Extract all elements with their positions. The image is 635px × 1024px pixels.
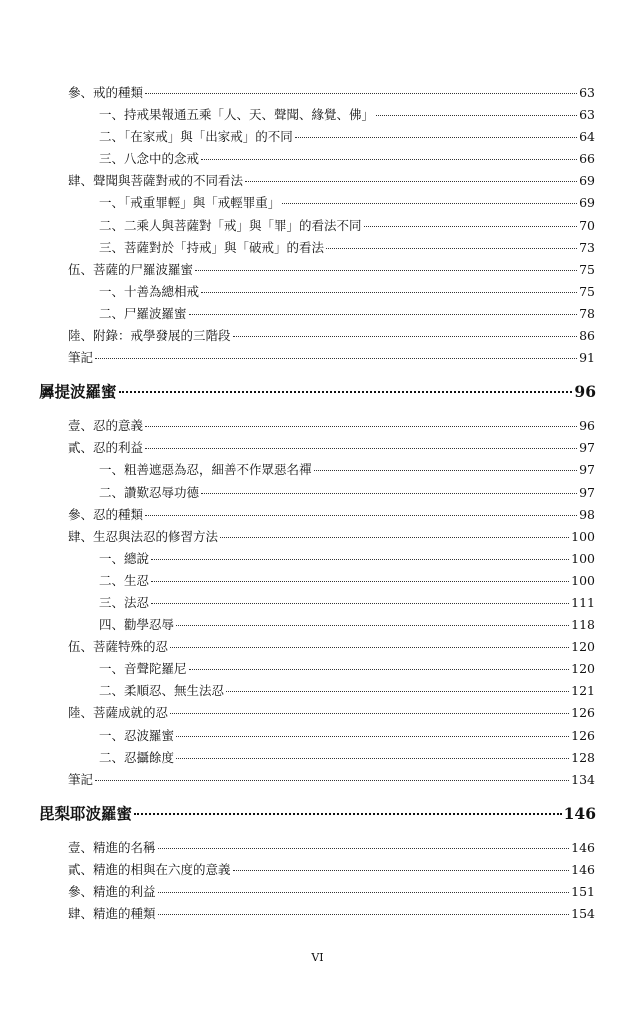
dot-leader — [314, 470, 578, 471]
toc-entry-title: 一、十善為總相戒 — [99, 283, 200, 299]
toc-entry — [0, 747, 635, 769]
toc-entry-title: 陸、附錄：戒學發展的三階段 — [68, 328, 231, 344]
toc-entry-page: 146 — [571, 861, 595, 877]
toc-entry-page: 98 — [579, 506, 595, 522]
toc-entry-page: 97 — [579, 462, 595, 478]
dot-leader — [189, 314, 578, 315]
toc-entry-title: 筆記 — [68, 771, 94, 787]
dot-leader — [295, 137, 577, 138]
toc-entry-page: 63 — [579, 85, 595, 100]
dot-leader — [233, 870, 570, 871]
toc-entry-page: 75 — [579, 283, 595, 299]
toc-entry-title: 三、八念中的念戒 — [99, 151, 200, 167]
toc-entry — [0, 658, 635, 680]
page-number: VI — [311, 951, 324, 964]
toc-entry-title: 三、菩薩對於「持戒」與「破戒」的看法 — [99, 239, 325, 255]
toc-entry-page: 151 — [571, 884, 595, 899]
toc-entry — [0, 237, 635, 259]
toc-entry — [0, 482, 635, 504]
toc-entry — [0, 859, 635, 881]
toc-entry — [0, 325, 635, 347]
table-of-contents — [0, 82, 635, 925]
toc-entry-title: 伍、菩薩特殊的忍 — [68, 639, 169, 655]
toc-entry-title: 二、生忍 — [99, 572, 150, 588]
toc-entry-page: 154 — [571, 906, 595, 922]
toc-entry-page: 69 — [579, 173, 595, 189]
dot-leader — [158, 892, 570, 893]
toc-entry — [0, 570, 635, 592]
dot-leader — [189, 669, 570, 670]
toc-entry-title: 參、忍的種類 — [68, 506, 144, 522]
toc-entry-page: 73 — [579, 239, 595, 255]
toc-entry — [0, 104, 635, 126]
toc-entry — [0, 347, 635, 369]
toc-entry-title: 二、讚歎忍辱功德 — [99, 484, 200, 500]
toc-entry-page: 121 — [571, 683, 595, 699]
toc-entry — [0, 548, 635, 570]
dot-leader — [170, 713, 569, 714]
toc-entry-title: 陸、菩薩成就的忍 — [68, 705, 169, 721]
toc-entry-title: 二、尸羅波羅蜜 — [99, 305, 187, 321]
toc-entry-page: 86 — [579, 328, 595, 344]
toc-entry-page: 120 — [571, 639, 595, 655]
toc-entry-page: 75 — [579, 261, 595, 277]
dot-leader — [158, 848, 570, 849]
dot-leader — [201, 159, 577, 160]
toc-entry — [0, 170, 635, 192]
toc-entry — [0, 837, 635, 859]
dot-leader — [151, 559, 569, 560]
toc-chapter-page: 96 — [574, 382, 596, 402]
dot-leader — [201, 493, 577, 494]
toc-entry-title: 二、二乘人與菩薩對「戒」與「罪」的看法不同 — [99, 217, 362, 233]
toc-entry-page: 96 — [579, 418, 595, 434]
toc-entry — [0, 281, 635, 303]
toc-chapter-heading — [0, 799, 635, 829]
dot-leader — [282, 203, 577, 204]
toc-entry-title: 一、持戒果報通五乘「人、天、聲聞、緣覺、佛」 — [99, 107, 375, 123]
toc-entry — [0, 148, 635, 170]
toc-entry — [0, 592, 635, 614]
dot-leader — [151, 581, 569, 582]
toc-entry — [0, 725, 635, 747]
toc-entry-title: 肆、聲聞與菩薩對戒的不同看法 — [68, 173, 244, 189]
dot-leader — [201, 292, 577, 293]
toc-entry — [0, 415, 635, 437]
dot-leader — [145, 93, 577, 94]
toc-entry — [0, 82, 635, 104]
toc-entry-page: 126 — [571, 727, 595, 743]
dot-leader — [134, 813, 562, 815]
toc-entry-title: 伍、菩薩的尸羅波羅蜜 — [68, 261, 194, 277]
toc-entry-page: 118 — [571, 617, 595, 633]
toc-entry-page: 100 — [571, 528, 595, 544]
toc-entry — [0, 437, 635, 459]
dot-leader — [176, 736, 569, 737]
toc-entry-title: 肆、生忍與法忍的修習方法 — [68, 528, 219, 544]
toc-entry — [0, 215, 635, 237]
toc-entry-title: 二、「在家戒」與「出家戒」的不同 — [99, 129, 293, 145]
toc-entry — [0, 126, 635, 148]
toc-entry-page: 146 — [571, 839, 595, 855]
toc-chapter-title: 羼提波羅蜜 — [39, 382, 117, 402]
toc-entry — [0, 769, 635, 791]
dot-leader — [145, 426, 577, 427]
toc-entry — [0, 526, 635, 548]
toc-chapter-title: 毘梨耶波羅蜜 — [39, 803, 133, 823]
toc-entry-title: 壹、忍的意義 — [68, 418, 144, 434]
toc-entry-title: 一、總說 — [99, 550, 150, 566]
toc-entry-page: 100 — [571, 550, 595, 566]
dot-leader — [195, 270, 577, 271]
toc-entry-page: 111 — [571, 594, 595, 610]
toc-entry-title: 一、音聲陀羅尼 — [99, 661, 187, 677]
dot-leader — [176, 625, 569, 626]
toc-entry-title: 筆記 — [68, 350, 94, 366]
toc-entry — [0, 459, 635, 481]
toc-entry-page: 91 — [579, 350, 595, 366]
toc-entry-title: 肆、精進的種類 — [68, 906, 156, 922]
toc-entry-page: 69 — [579, 195, 595, 211]
toc-entry — [0, 680, 635, 702]
toc-entry-page: 126 — [571, 705, 595, 721]
dot-leader — [233, 336, 578, 337]
toc-entry — [0, 303, 635, 325]
toc-entry-title: 貳、精進的相與在六度的意義 — [68, 861, 231, 877]
dot-leader — [364, 226, 578, 227]
dot-leader — [176, 758, 569, 759]
toc-entry — [0, 504, 635, 526]
toc-entry-page: 100 — [571, 572, 595, 588]
toc-entry — [0, 702, 635, 724]
dot-leader — [95, 780, 569, 781]
toc-entry-page: 120 — [571, 661, 595, 677]
toc-entry-page: 64 — [579, 129, 595, 145]
toc-entry-title: 參、戒的種類 — [68, 85, 144, 100]
dot-leader — [245, 181, 577, 182]
toc-entry-title: 二、柔順忍、無生法忍 — [99, 683, 225, 699]
toc-entry-page: 97 — [579, 440, 595, 456]
toc-entry-page: 70 — [579, 217, 595, 233]
toc-entry-title: 二、忍攝餘度 — [99, 749, 175, 765]
toc-entry-title: 一、「戒重罪輕」與「戒輕罪重」 — [99, 195, 281, 211]
dot-leader — [95, 358, 577, 359]
toc-entry-title: 參、精進的利益 — [68, 884, 156, 899]
toc-chapter-page: 146 — [563, 803, 596, 823]
dot-leader — [119, 391, 573, 393]
toc-entry-page: 128 — [571, 749, 595, 765]
toc-entry — [0, 259, 635, 281]
toc-entry-title: 壹、精進的名稱 — [68, 839, 156, 855]
toc-chapter-heading — [0, 377, 635, 407]
dot-leader — [145, 448, 577, 449]
toc-entry-page: 63 — [579, 107, 595, 123]
toc-entry — [0, 881, 635, 903]
toc-entry — [0, 636, 635, 658]
dot-leader — [220, 537, 569, 538]
toc-entry-title: 一、忍波羅蜜 — [99, 727, 175, 743]
toc-entry-title: 三、法忍 — [99, 594, 150, 610]
toc-entry-page: 78 — [579, 305, 595, 321]
dot-leader — [158, 914, 570, 915]
toc-entry-page: 66 — [579, 151, 595, 167]
toc-entry — [0, 614, 635, 636]
toc-entry — [0, 192, 635, 214]
dot-leader — [226, 691, 569, 692]
dot-leader — [151, 603, 569, 604]
toc-entry — [0, 903, 635, 925]
dot-leader — [145, 515, 577, 516]
dot-leader — [326, 248, 577, 249]
dot-leader — [376, 115, 577, 116]
dot-leader — [170, 647, 569, 648]
toc-entry-page: 134 — [571, 771, 595, 787]
toc-entry-title: 貳、忍的利益 — [68, 440, 144, 456]
toc-entry-title: 一、粗善遮惡為忍，細善不作眾惡名禪 — [99, 462, 312, 478]
toc-entry-title: 四、勸學忍辱 — [99, 617, 175, 633]
toc-entry-page: 97 — [579, 484, 595, 500]
